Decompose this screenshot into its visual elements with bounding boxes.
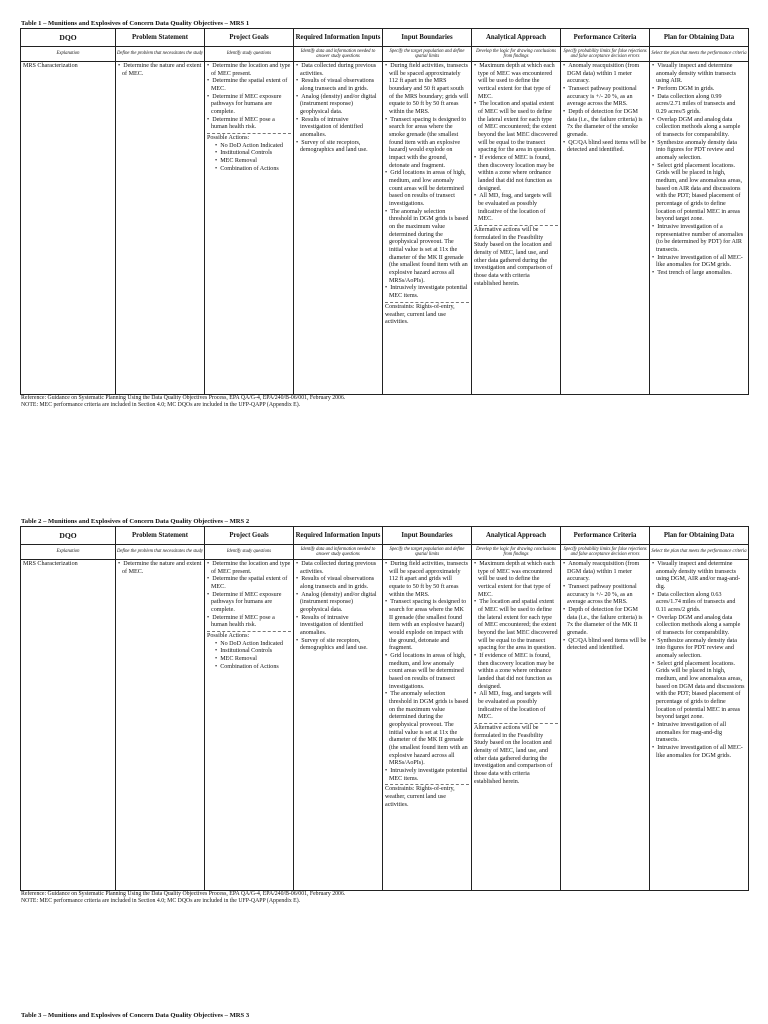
boundaries-list <box>385 561 469 783</box>
explanation-label: Explanation <box>21 47 116 62</box>
problem-cell <box>116 62 205 395</box>
col-header-plan: Plan for Obtaining Data <box>650 29 749 47</box>
explanation-problem: Define the problem that necessitates the study <box>116 47 205 62</box>
explanation-performance: Specify probability limits for false rejections and false acceptance decision errors <box>561 545 650 560</box>
col-header-input-boundaries: Input Boundaries <box>383 527 472 545</box>
explanation-plan: Select the plan that meets the performance criteria <box>650 545 749 560</box>
list-item: • Survey of site receptors, demographics and land use. <box>296 638 380 653</box>
problem-list <box>118 63 202 78</box>
approach-cell <box>472 62 561 395</box>
plan-cell <box>650 62 749 395</box>
col-header-problem-statement: Problem Statement <box>116 527 205 545</box>
table-2-block <box>20 518 748 905</box>
boundaries-cell <box>383 560 472 891</box>
list-item: • Results of visual observations along transects and in grids. <box>296 576 380 591</box>
explanation-goals: Identify study questions <box>205 545 294 560</box>
reference-note: Reference: Guidance on Systematic Planning Using the Data Quality Objectives Process, EPA QA/G-4, EPA/240/B-06/001, February 2006. <box>21 891 346 897</box>
header-row <box>21 29 749 47</box>
table-1-block <box>20 20 748 409</box>
actions-list <box>207 641 291 672</box>
col-header-analytical-approach: Analytical Approach <box>472 29 561 47</box>
list-item: • Transect spacing is designed to search for areas where the MK II grenade (the smallest found item with an explosive hazard) would explode on impact with the ground, detonate and fragment. <box>385 599 469 653</box>
alternative-text: Alternative actions will be formulated in the Feasibility Study based on the location and density of MEC, land use, and other data gathered during the investigation and comparison of those data with criteria established herein. <box>474 227 553 287</box>
list-item: • The anomaly selection threshold in DGM grids is based on the maximum value determined during the geophysical proveout. The initial value is set at 11x the diameter of the MK II grenade (the smallest found item with an explosive hazard across all MRSs/AoPIs). <box>385 691 469 768</box>
goals-list <box>207 561 291 630</box>
explanation-approach: Develop the logic for drawing conclusions from findings <box>472 545 561 560</box>
inputs-list <box>296 561 380 653</box>
list-item: • Combination of Actions <box>207 166 291 174</box>
list-item: • The anomaly selection threshold in DGM grids is based on the maximum value determined during the geophysical proveout. The initial value is set at 11x the diameter of the MK II grenade (the smallest found item with an explosive hazard across all MRSs/AoPIs). <box>385 209 469 286</box>
list-item: • Visually inspect and determine anomaly density within transects using AIR. <box>652 63 746 86</box>
list-item: • Determine the spatial extent of MEC. <box>207 576 291 591</box>
actions-label: Possible Actions: <box>207 135 250 142</box>
list-item: • MEC Removal <box>207 158 291 166</box>
list-item: • Select grid placement locations. Grids will be placed in high, medium, and low anomalous areas, based on AIR data and discussions with the PDT; biased placement of percentage of grids to define location of potential MEC in areas beyond target zone. <box>652 163 746 224</box>
divider <box>207 631 291 632</box>
list-item: • Transect spacing is designed to search for areas where the smoke grenade (the smallest found item with an explosive hazard) would explode on impact with the ground, detonate and fragment. <box>385 117 469 171</box>
col-header-required-inputs: Required Information Inputs <box>294 527 383 545</box>
list-item: • Intrusive investigation of all anomalies for mag-and-dig transects. <box>652 722 746 745</box>
alternative-text: Alternative actions will be formulated in the Feasibility Study based on the location and density of MEC, land use, and other data gathered during the investigation and comparison of those data with criteria established herein. <box>474 725 553 785</box>
list-item: • During field activities, transects will be spaced approximately 112 ft apart and grids will equate to 50 ft by 50 ft areas within the MRS. <box>385 561 469 599</box>
performance-list <box>563 561 647 653</box>
characterization-row <box>21 62 749 395</box>
inputs-cell <box>294 62 383 395</box>
list-item: • Determine if MEC pose a human health risk. <box>207 117 291 132</box>
mec-note: NOTE: MEC performance criteria are included in Section 4.0; MC DQOs are included in the UFP-QAPP (Appendix E). <box>21 897 301 904</box>
approach-list <box>474 63 558 224</box>
col-header-required-inputs: Required Information Inputs <box>294 29 383 47</box>
list-item: • Depth of detection for DGM data (i.e., the failure criteria) is 7x the diameter of the MK II grenade. <box>563 607 647 638</box>
list-item: • Overlap DGM and analog data collection methods along a sample of transects for comparability. <box>652 615 746 638</box>
list-item: • QC/QA blind seed items will be detected and identified. <box>563 140 647 155</box>
list-item: • Determine the location and type of MEC present. <box>207 63 291 78</box>
list-item: • Intrusively investigate potential MEC items. <box>385 285 469 300</box>
list-item: • Institutional Controls <box>207 150 291 158</box>
list-item: • Anomaly reacquisition (from DGM data) within 1 meter accuracy. <box>563 561 647 584</box>
dqo-table-1 <box>20 28 749 395</box>
constraints-text: Constraints: Rights-of-entry, weather, current land use activities. <box>385 303 455 326</box>
mec-note: NOTE: MEC performance criteria are included in Section 4.0; MC DQOs are included in the UFP-QAPP (Appendix E). <box>21 401 301 408</box>
list-item: • Perform DGM in grids. <box>652 86 746 94</box>
list-item: • The location and spatial extent of MEC will be used to define the lateral extent for each type of MEC encountered; the extent beyond the last MEC discovered will be equal to the transect spacing for the area in question. <box>474 599 558 653</box>
list-item: • Results of visual observations along transects and in grids. <box>296 78 380 93</box>
col-header-input-boundaries: Input Boundaries <box>383 29 472 47</box>
plan-cell <box>650 560 749 891</box>
explanation-row <box>21 545 749 560</box>
col-header-dqo: DQO <box>21 527 116 545</box>
list-item: • MEC Removal <box>207 656 291 664</box>
list-item: • Data collected during previous activities. <box>296 561 380 576</box>
explanation-goals: Identify study questions <box>205 47 294 62</box>
explanation-approach: Develop the logic for drawing conclusions from findings <box>472 47 561 62</box>
divider <box>207 133 291 134</box>
explanation-inputs: Identify data and information needed to answer study questions <box>294 545 383 560</box>
divider <box>385 302 469 303</box>
col-header-project-goals: Project Goals <box>205 29 294 47</box>
list-item: • Overlap DGM and analog data collection methods along a sample of transects for comparability. <box>652 117 746 140</box>
goals-list <box>207 63 291 132</box>
dqo-cell: MRS Characterization <box>21 560 116 891</box>
col-header-performance-criteria: Performance Criteria <box>561 527 650 545</box>
divider <box>474 225 558 226</box>
approach-list <box>474 561 558 722</box>
list-item: • Survey of site receptors, demographics and land use. <box>296 140 380 155</box>
boundaries-list <box>385 63 469 301</box>
col-header-project-goals: Project Goals <box>205 527 294 545</box>
list-item: • All MD, frag, and targets will be evaluated as possibly indicative of the location of MEC. <box>474 193 558 224</box>
list-item: • Data collection along 0.63 acres/1.74 miles of transects and 0.11 acres/2 grids. <box>652 592 746 615</box>
problem-list <box>118 561 202 576</box>
list-item: • Analog (density) and/or digital (instrument response) geophysical data. <box>296 94 380 117</box>
list-item: • Maximum depth at which each type of MEC was encountered will be used to define the vertical extent for that type of MEC. <box>474 63 558 101</box>
list-item: • Determine the spatial extent of MEC. <box>207 78 291 93</box>
list-item: • Data collection along 0.99 acres/2.71 miles of transects and 0.29 acres/5 grids. <box>652 94 746 117</box>
list-item: • Determine if MEC exposure pathways for humans are complete. <box>207 592 291 615</box>
list-item: • Transect pathway positional accuracy is +/- 20 %, as an average across the MRS. <box>563 86 647 109</box>
constraints-text: Constraints: Rights-of-entry, weather, current land use activities. <box>385 786 455 808</box>
goals-cell <box>205 62 294 395</box>
performance-list <box>563 63 647 155</box>
table-3-title: Table 3 – Munitions and Explosives of Concern Data Quality Objectives – MRS 3 <box>21 1012 250 1019</box>
performance-cell <box>561 62 650 395</box>
actions-list <box>207 143 291 174</box>
list-item: • Data collected during previous activities. <box>296 63 380 78</box>
list-item: • Determine the nature and extent of MEC. <box>118 561 202 576</box>
list-item: • No DoD Action Indicated <box>207 143 291 151</box>
col-header-dqo: DQO <box>21 29 116 47</box>
approach-cell <box>472 560 561 891</box>
inputs-list <box>296 63 380 155</box>
list-item: • Determine the location and type of MEC present. <box>207 561 291 576</box>
list-item: • Results of intrusive investigation of identified anomalies. <box>296 615 380 638</box>
col-header-plan: Plan for Obtaining Data <box>650 527 749 545</box>
list-item: • QC/QA blind seed items will be detected and identified. <box>563 638 647 653</box>
actions-label: Possible Actions: <box>207 633 250 640</box>
list-item: • Determine the nature and extent of MEC. <box>118 63 202 78</box>
list-item: • If evidence of MEC is found, then discovery location may be within a zone where ordnance landed that did not function as designed. <box>474 155 558 193</box>
table-1-title: Table 1 – Munitions and Explosives of Concern Data Quality Objectives – MRS 1 <box>21 20 250 27</box>
dqo-cell: MRS Characterization <box>21 62 116 395</box>
list-item: • Test trench of large anomalies. <box>652 270 746 278</box>
dqo-table-2 <box>20 526 749 891</box>
characterization-row <box>21 560 749 891</box>
list-item: • Synthesize anomaly density data into figures for PDT review and anomaly selection. <box>652 638 746 661</box>
list-item: • Determine if MEC pose a human health risk. <box>207 615 291 630</box>
problem-cell <box>116 560 205 891</box>
list-item: • Grid locations in areas of high, medium, and low anomaly count areas will be determined based on results of transect investigations. <box>385 653 469 691</box>
list-item: • Intrusive investigation of all MEC-like anomalies for DGM grids. <box>652 255 746 270</box>
list-item: • Visually inspect and determine anomaly density within transects using DGM, AIR and/or mag-and-dig. <box>652 561 746 592</box>
explanation-problem: Define the problem that necessitates the study <box>116 545 205 560</box>
explanation-inputs: Identify data and information needed to answer study questions <box>294 47 383 62</box>
list-item: • No DoD Action Indicated <box>207 641 291 649</box>
performance-cell <box>561 560 650 891</box>
list-item: • Combination of Actions <box>207 664 291 672</box>
list-item: • Results of intrusive investigation of identified anomalies. <box>296 117 380 140</box>
list-item: • Depth of detection for DGM data (i.e., the failure criteria) is 7x the diameter of the smoke grenade. <box>563 109 647 140</box>
plan-list <box>652 561 746 760</box>
col-header-problem-statement: Problem Statement <box>116 29 205 47</box>
inputs-cell <box>294 560 383 891</box>
divider <box>474 723 558 724</box>
table-2-title: Table 2 – Munitions and Explosives of Concern Data Quality Objectives – MRS 2 <box>21 518 250 525</box>
explanation-label: Explanation <box>21 545 116 560</box>
explanation-performance: Specify probability limits for false rejections and false acceptance decision errors <box>561 47 650 62</box>
list-item: • Select grid placement locations. Grids will be placed in high, medium, and low anomalous areas, based on DGM data and discussions with the PDT; biased placement of percentage of grids to define location of potential MEC in areas beyond target zone. <box>652 661 746 722</box>
explanation-plan: Select the plan that meets the performance criteria <box>650 47 749 62</box>
reference-note: Reference: Guidance on Systematic Planning Using the Data Quality Objectives Process, EPA QA/G-4, EPA/240/B-06/001, February 2006. <box>21 395 346 401</box>
table-3-block <box>20 1012 748 1020</box>
boundaries-cell <box>383 62 472 395</box>
list-item: • Anomaly reacquisition (from DGM data) within 1 meter accuracy. <box>563 63 647 86</box>
list-item: • Institutional Controls <box>207 648 291 656</box>
list-item: • Intrusive investigation of all MEC-like anomalies for DGM grids. <box>652 745 746 760</box>
header-row <box>21 527 749 545</box>
list-item: • During field activities, transects will be spaced approximately 112 ft apart in the MRS boundary and 50 ft apart south of the MRS boundary; grids will equate to 50 ft by 50 ft areas within the MRS. <box>385 63 469 117</box>
goals-cell <box>205 560 294 891</box>
list-item: • The location and spatial extent of MEC will be used to define the lateral extent for each type of MEC encountered; the extent beyond the last MEC discovered will be equal to the transect spacing for the area in question. <box>474 101 558 155</box>
list-item: • Grid locations in areas of high, medium, and low anomaly count areas will be determined based on results of transect investigations. <box>385 170 469 208</box>
list-item: • Intrusive investigation of a representative number of anomalies (to be determined by PDT) for AIR transects. <box>652 224 746 255</box>
list-item: • Analog (density) and/or digital (instrument response) geophysical data. <box>296 592 380 615</box>
list-item: • Maximum depth at which each type of MEC was encountered will be used to define the vertical extent for that type of MEC. <box>474 561 558 599</box>
plan-list <box>652 63 746 278</box>
list-item: • All MD, frag, and targets will be evaluated as possibly indicative of the location of MEC. <box>474 691 558 722</box>
list-item: • Intrusively investigate potential MEC items. <box>385 768 469 783</box>
col-header-performance-criteria: Performance Criteria <box>561 29 650 47</box>
explanation-boundaries: Specify the target population and define spatial limits <box>383 545 472 560</box>
list-item: • If evidence of MEC is found, then discovery location may be within a zone where ordnance landed that did not function as designed. <box>474 653 558 691</box>
list-item: • Synthesize anomaly density data into figures for PDT review and anomaly selection. <box>652 140 746 163</box>
list-item: • Determine if MEC exposure pathways for humans are complete. <box>207 94 291 117</box>
list-item: • Transect pathway positional accuracy is +/- 20 %, as an average across the MRS. <box>563 584 647 607</box>
explanation-boundaries: Specify the target population and define spatial limits <box>383 47 472 62</box>
col-header-analytical-approach: Analytical Approach <box>472 527 561 545</box>
explanation-row <box>21 47 749 62</box>
